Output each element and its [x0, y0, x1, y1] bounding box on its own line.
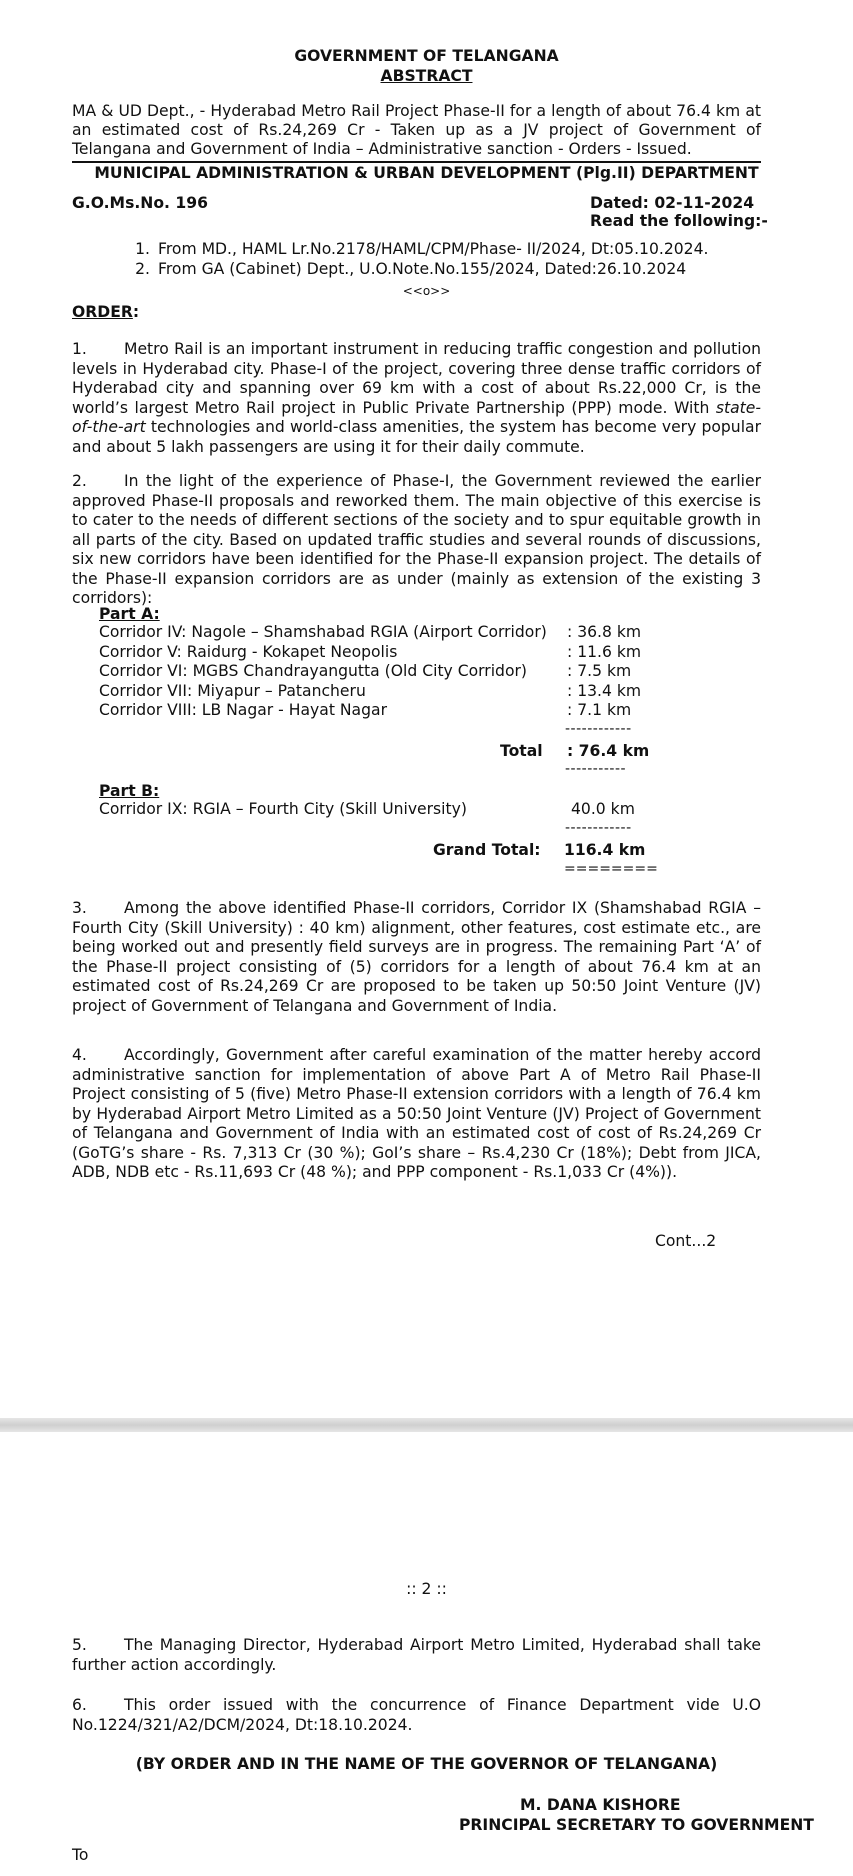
corridor-name: Corridor VIII: LB Nagar - Hayat Nagar [99, 701, 387, 719]
corridor-length: : 7.1 km [567, 701, 632, 719]
abstract-text: MA & UD Dept., - Hyderabad Metro Rail Project Phase-II for a length of about 76.4 km at an estimated cost of Rs.24,269 Cr - Taken up as a JV project of Government of Telangana and Government of India – Administrative sanction - Orders - Issued. [72, 102, 761, 158]
go-number: G.O.Ms.No. 196 [72, 194, 208, 212]
paragraph-4: 4. Accordingly, Government after careful examination of the matter hereby accord administrative sanction for implementation of above Part A of Metro Rail Phase-II Project consisting of 5 (five) Metro Phase-II extension corridors with a length of 76.4 km by Hyderabad Airport Metro Limited as a 50:50 Joint Venture (JV) Project of Government of Telangana and Government of India with an estimated cost of cost of Rs.24,269 Cr (GoTG’s share - Rs. 7,313 Cr (30 %); GoI’s share – Rs.4,230 Cr (18%); Debt from JICA, ADB, NDB etc - Rs.11,693 Cr (48 %); and PPP component - Rs.1,033 Cr (4%)). [72, 1046, 761, 1181]
grand-total-value: 116.4 km [564, 841, 646, 859]
paragraph-2: 2. In the light of the experience of Phase-I, the Government reviewed the earlier approved Phase-II proposals and reworked them. The main objective of this exercise is to cater to the needs of different sections of the society and to spur equitable growth in all parts of the city. Based on updated traffic studies and several rounds of discussions, six new corridors have been identified for the Phase-II expansion project. The details of the Phase-II expansion corridors are as under (mainly as extension of the existing 3 corridors): [72, 472, 761, 607]
grand-total-label: Grand Total: [433, 841, 541, 859]
department-heading: MUNICIPAL ADMINISTRATION & URBAN DEVELOPMENT (Plg.II) DEPARTMENT [94, 164, 759, 182]
corridor-name: Corridor IX: RGIA – Fourth City (Skill University) [99, 800, 467, 818]
reference-item: 1. From MD., HAML Lr.No.2178/HAML/CPM/Phase- II/2024, Dt:05.10.2024. [135, 240, 709, 258]
corridor-length: 40.0 km [571, 800, 635, 818]
total-value: : 76.4 km [567, 742, 650, 760]
order-heading: ORDER: [72, 303, 140, 321]
continuation-note: Cont...2 [655, 1232, 717, 1250]
abstract-divider [72, 161, 761, 163]
corridor-length: : 11.6 km [567, 643, 642, 661]
by-order-line: (BY ORDER AND IN THE NAME OF THE GOVERNOR OF TELANGANA) [135, 1755, 718, 1773]
corridor-name: Corridor VII: Miyapur – Patancheru [99, 682, 366, 700]
reference-list [126, 240, 708, 279]
signatory-name: M. DANA KISHORE [520, 1796, 681, 1814]
abstract-heading: ABSTRACT [380, 67, 473, 85]
total-label: Total [500, 742, 543, 760]
corridor-length: : 7.5 km [567, 662, 632, 680]
government-heading: GOVERNMENT OF TELANGANA [294, 47, 559, 65]
signatory-title: PRINCIPAL SECRETARY TO GOVERNMENT [459, 1816, 814, 1834]
ornament-divider: <<o>> [402, 284, 451, 298]
paragraph-1: 1. Metro Rail is an important instrument in reducing traffic congestion and pollution levels in Hyderabad city. Phase-I of the project, covering three dense traffic corridors of Hyderabad city and spanning over 69 km with a cost of about Rs.22,000 Cr, is the world’s largest Metro Rail project in Public Private Partnership (PPP) mode. With state-of-the-art technologies and world-class amenities, the system has become very popular and about 5 lakh passengers are using it for their daily commute. [72, 340, 761, 456]
page-separator [0, 1418, 853, 1432]
paragraph-3: 3. Among the above identified Phase-II corridors, Corridor IX (Shamshabad RGIA – Fourth City (Skill University) : 40 km) alignment, other features, cost estimate etc., are being worked out and presently field surveys are in progress. The remaining Part ‘A’ of the Phase-II project consisting of (5) corridors for a length of about 76.4 km at an estimated cost of Rs.24,269 Cr are proposed to be taken up 50:50 Joint Venture (JV) project of Government of Telangana and Government of India. [72, 899, 761, 1015]
corridor-name: Corridor VI: MGBS Chandrayangutta (Old City Corridor) [99, 662, 527, 680]
corridor-name: Corridor IV: Nagole – Shamshabad RGIA (Airport Corridor) [99, 623, 547, 641]
dash-line: ----------- [565, 761, 627, 777]
corridor-length: : 36.8 km [567, 623, 642, 641]
dash-line: ------------ [565, 820, 632, 836]
read-following: Read the following:- [590, 212, 768, 230]
dash-line: ------------ [565, 721, 632, 737]
part-a-heading: Part A: [99, 605, 160, 623]
reference-item: 2. From GA (Cabinet) Dept., U.O.Note.No.155/2024, Dated:26.10.2024 [135, 259, 687, 278]
to-label: To [72, 1846, 89, 1864]
corridor-length: : 13.4 km [567, 682, 642, 700]
order-date: Dated: 02-11-2024 [590, 194, 755, 212]
corridor-name: Corridor V: Raidurg - Kokapet Neopolis [99, 643, 398, 661]
paragraph-6: 6. This order issued with the concurrence of Finance Department vide U.O No.1224/321/A2/DCM/2024, Dt:18.10.2024. [72, 1696, 761, 1734]
page-marker: :: 2 :: [406, 1580, 447, 1598]
part-b-heading: Part B: [99, 782, 160, 800]
document-page-2 [0, 1432, 853, 1876]
paragraph-5: 5. The Managing Director, Hyderabad Airport Metro Limited, Hyderabad shall take further action accordingly. [72, 1636, 761, 1674]
equals-line: ======== [564, 861, 658, 877]
